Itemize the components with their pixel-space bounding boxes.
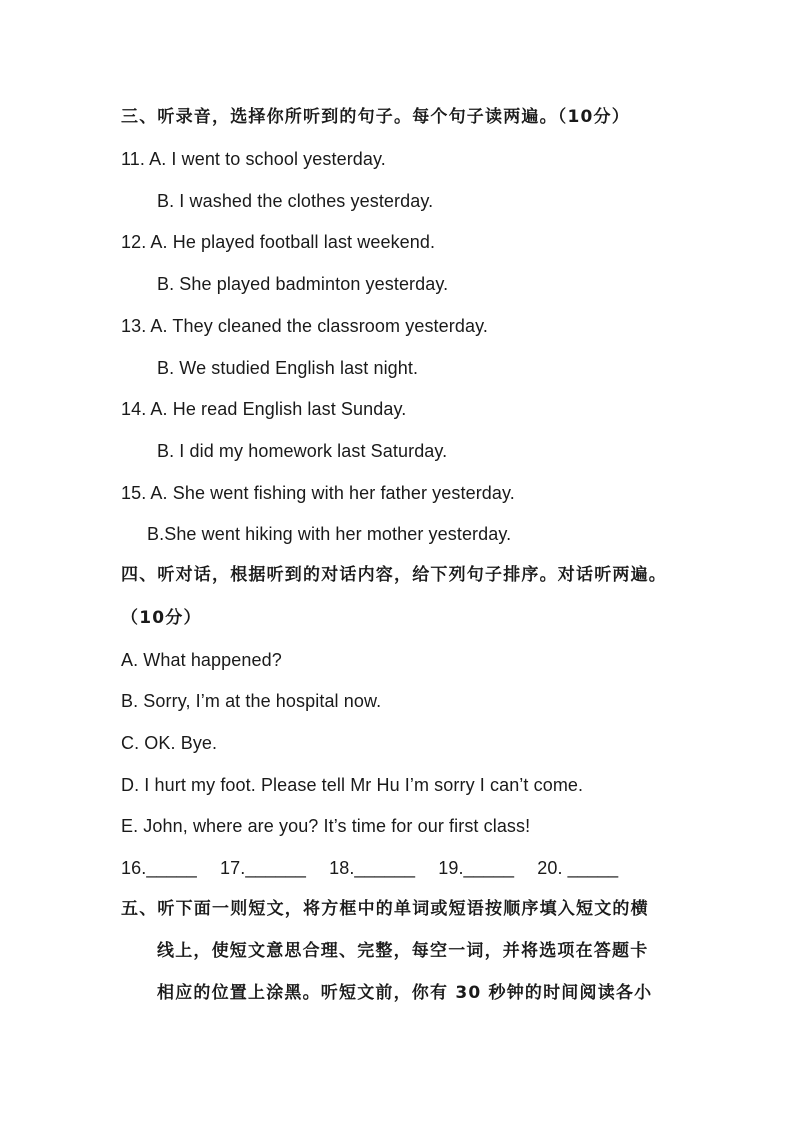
blank-20: 20. _____ [537,858,619,878]
q14-option-b: B. I did my homework last Saturday. [157,441,448,461]
blank-16: 16._____ [121,858,197,878]
dialogue-sentence-a: A. What happened? [121,650,282,670]
section4-heading-line1: 四、听对话，根据听到的对话内容，给下列句子排序。对话听两遍。 [121,565,667,585]
section4-heading-line2: （10分） [121,608,202,628]
section5-heading-line2: 线上，使短文意思合理、完整，每空一词，并将选项在答题卡 [157,941,649,961]
q15-option-b: B.She went hiking with her mother yesterday. [147,524,512,544]
q12-option-b: B. She played badminton yesterday. [157,274,449,294]
q13-option-a: 13. A. They cleaned the classroom yesterday. [121,316,488,336]
answer-blanks [121,856,636,880]
q13-option-b: B. We studied English last night. [157,358,419,378]
dialogue-sentence-e: E. John, where are you? It’s time for our first class! [121,816,531,836]
q12-option-a: 12. A. He played football last weekend. [121,232,436,252]
dialogue-sentence-b: B. Sorry, I’m at the hospital now. [121,691,382,711]
blank-18: 18.______ [329,858,416,878]
q14-option-a: 14. A. He read English last Sunday. [121,399,407,419]
dialogue-sentence-d: D. I hurt my foot. Please tell Mr Hu I’m sorry I can’t come. [121,775,584,795]
blank-19: 19._____ [438,858,515,878]
q11-option-a: 11. A. I went to school yesterday. [121,149,386,169]
q15-option-a: 15. A. She went fishing with her father yesterday. [121,483,515,503]
section3-heading: 三、听录音，选择你所听到的句子。每个句子读两遍。（10分） [121,107,630,127]
section5-heading-line1: 五、听下面一则短文，将方框中的单词或短语按顺序填入短文的横 [121,899,649,919]
blank-17: 17.______ [220,858,306,878]
dialogue-sentence-c: C. OK. Bye. [121,733,218,753]
q11-option-b: B. I washed the clothes yesterday. [157,191,434,211]
section5-heading-line3: 相应的位置上涂黑。听短文前，你有 30 秒钟的时间阅读各小 [157,983,653,1003]
